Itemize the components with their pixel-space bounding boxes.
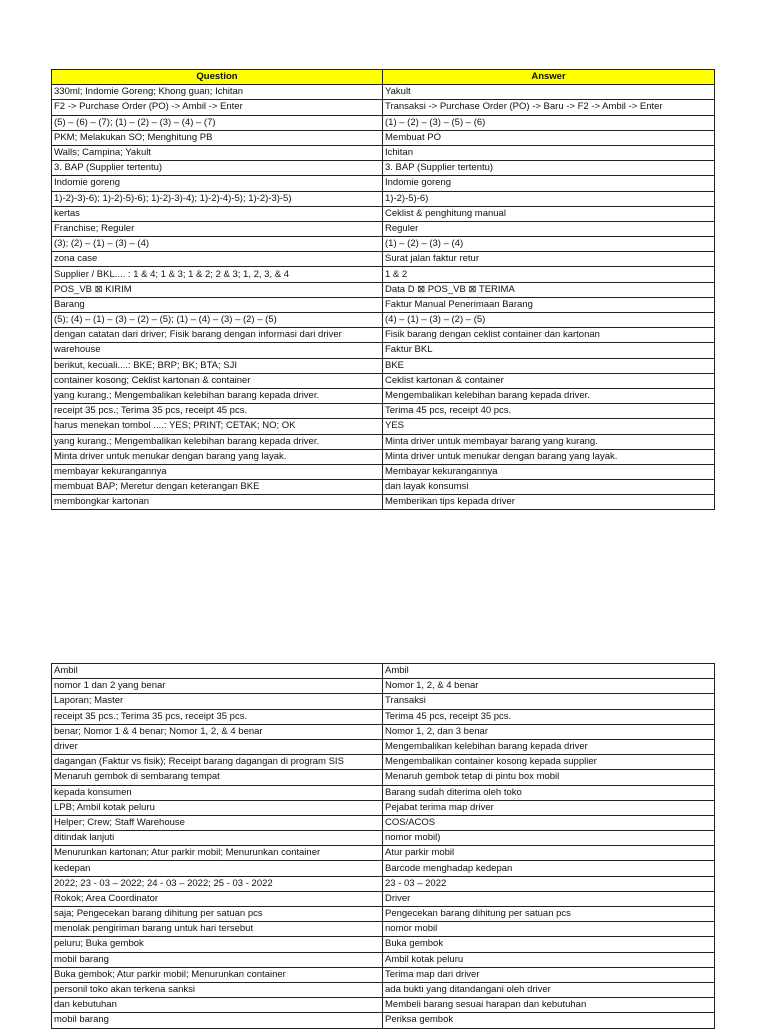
answer-cell: Minta driver untuk membayar barang yang kurang. (383, 434, 715, 449)
question-cell: LPB; Ambil kotak peluru (52, 800, 383, 815)
table-row (52, 785, 715, 800)
answer-cell: BKE (383, 358, 715, 373)
table-row (52, 206, 715, 221)
question-cell: menolak pengiriman barang untuk hari tersebut (52, 922, 383, 937)
table-row (52, 495, 715, 510)
answer-header: Answer (383, 70, 715, 85)
table-row (52, 328, 715, 343)
question-cell: Minta driver untuk menukar dengan barang yang layak. (52, 449, 383, 464)
answer-cell: (1) – (2) – (3) – (4) (383, 237, 715, 252)
table-row (52, 800, 715, 815)
table-row (52, 876, 715, 891)
table-row (52, 664, 715, 679)
table-row (52, 739, 715, 754)
answer-cell: Buka gembok (383, 937, 715, 952)
answer-cell: YES (383, 419, 715, 434)
table-row (52, 145, 715, 160)
answer-cell: (1) – (2) – (3) – (5) – (6) (383, 115, 715, 130)
table-row (52, 831, 715, 846)
question-cell: Rokok; Area Coordinator (52, 891, 383, 906)
table-row (52, 404, 715, 419)
question-cell: yang kurang.; Mengembalikan kelebihan barang kepada driver. (52, 388, 383, 403)
table-row (52, 419, 715, 434)
answer-cell: Terima 45 pcs, receipt 40 pcs. (383, 404, 715, 419)
answer-cell: Terima map dari driver (383, 967, 715, 982)
question-cell: container kosong; Ceklist kartonan & container (52, 373, 383, 388)
table-row (52, 85, 715, 100)
answer-cell: Data D ⊠ POS_VB ⊠ TERIMA (383, 282, 715, 297)
header-row (52, 70, 715, 85)
table-row (52, 907, 715, 922)
answer-cell: Nomor 1, 2, & 4 benar (383, 679, 715, 694)
question-cell: receipt 35 pcs.; Terima 35 pcs, receipt 45 pcs. (52, 404, 383, 419)
question-cell: berikut, kecuali....: BKE; BRP; BK; BTA; SJI (52, 358, 383, 373)
answer-cell: Yakult (383, 85, 715, 100)
answer-cell: Pejabat terima map driver (383, 800, 715, 815)
answer-cell: Minta driver untuk menukar dengan barang yang layak. (383, 449, 715, 464)
question-cell: Helper; Crew; Staff Warehouse (52, 815, 383, 830)
table-row (52, 100, 715, 115)
question-cell: Laporan; Master (52, 694, 383, 709)
answer-cell: Membuat PO (383, 130, 715, 145)
question-cell: kertas (52, 206, 383, 221)
question-cell: yang kurang.; Mengembalikan kelebihan barang kepada driver. (52, 434, 383, 449)
question-cell: membongkar kartonan (52, 495, 383, 510)
table-row (52, 770, 715, 785)
answer-cell: Mengembalikan kelebihan barang kepada driver (383, 739, 715, 754)
table-row (52, 358, 715, 373)
question-cell: POS_VB ⊠ KIRIM (52, 282, 383, 297)
question-cell: zona case (52, 252, 383, 267)
table-row (52, 922, 715, 937)
question-cell: 1)-2)-3)-6); 1)-2)-5)-6); 1)-2)-3)-4); 1)-2)-4)-5); 1)-2)-3)-5) (52, 191, 383, 206)
table-row (52, 967, 715, 982)
answer-cell: nomor mobil (383, 922, 715, 937)
question-cell: dengan catatan dari driver; Fisik barang dengan informasi dari driver (52, 328, 383, 343)
answer-cell: Faktur Manual Penerimaan Barang (383, 297, 715, 312)
table-row (52, 161, 715, 176)
answer-cell: Ambil (383, 664, 715, 679)
answer-cell: Transaksi (383, 694, 715, 709)
table-row (52, 694, 715, 709)
table-row (52, 891, 715, 906)
question-cell: 3. BAP (Supplier tertentu) (52, 161, 383, 176)
table-row (52, 221, 715, 236)
answer-cell: nomor mobil) (383, 831, 715, 846)
answer-cell: Driver (383, 891, 715, 906)
qa-table-2 (51, 663, 715, 1029)
question-cell: saja; Pengecekan barang dihitung per satuan pcs (52, 907, 383, 922)
question-cell: Ambil (52, 664, 383, 679)
answer-cell: Pengecekan barang dihitung per satuan pcs (383, 907, 715, 922)
table-row (52, 267, 715, 282)
answer-cell: (4) – (1) – (3) – (2) – (5) (383, 313, 715, 328)
answer-cell: Ichitan (383, 145, 715, 160)
table-row (52, 237, 715, 252)
answer-cell: 3. BAP (Supplier tertentu) (383, 161, 715, 176)
question-cell: warehouse (52, 343, 383, 358)
question-cell: Supplier / BKL.... : 1 & 4; 1 & 3; 1 & 2; 2 & 3; 1, 2, 3, & 4 (52, 267, 383, 282)
answer-cell: Mengembalikan container kosong kepada supplier (383, 755, 715, 770)
answer-cell: Ceklist kartonan & container (383, 373, 715, 388)
question-cell: (3); (2) – (1) – (3) – (4) (52, 237, 383, 252)
question-cell: personil toko akan terkena sanksi (52, 982, 383, 997)
question-cell: benar; Nomor 1 & 4 benar; Nomor 1, 2, & 4 benar (52, 724, 383, 739)
table-row (52, 679, 715, 694)
question-cell: nomor 1 dan 2 yang benar (52, 679, 383, 694)
question-cell: kepada konsumen (52, 785, 383, 800)
answer-cell: Mengembalikan kelebihan barang kepada driver. (383, 388, 715, 403)
answer-cell: Reguler (383, 221, 715, 236)
table-row (52, 480, 715, 495)
table-row (52, 449, 715, 464)
qa-table-1 (51, 69, 715, 510)
answer-cell: Atur parkir mobil (383, 846, 715, 861)
question-cell: Menurunkan kartonan; Atur parkir mobil; Menurunkan container (52, 846, 383, 861)
table-row (52, 176, 715, 191)
table-row (52, 373, 715, 388)
answer-cell: Barcode menghadap kedepan (383, 861, 715, 876)
question-cell: Walls; Campina; Yakult (52, 145, 383, 160)
table-row (52, 464, 715, 479)
question-cell: receipt 35 pcs.; Terima 35 pcs, receipt 35 pcs. (52, 709, 383, 724)
answer-cell: Memberikan tips kepada driver (383, 495, 715, 510)
answer-cell: dan layak konsumsi (383, 480, 715, 495)
table-row (52, 709, 715, 724)
answer-cell: Barang sudah diterima oleh toko (383, 785, 715, 800)
question-cell: Indomie goreng (52, 176, 383, 191)
answer-cell: Periksa gembok (383, 1013, 715, 1028)
question-cell: harus menekan tombol ....: YES; PRINT; CETAK; NO; OK (52, 419, 383, 434)
table-row (52, 724, 715, 739)
table-row (52, 815, 715, 830)
table-row (52, 755, 715, 770)
question-cell: (5); (4) – (1) – (3) – (2) – (5); (1) – (4) – (3) – (2) – (5) (52, 313, 383, 328)
answer-cell: 23 - 03 – 2022 (383, 876, 715, 891)
answer-cell: 1)-2)-5)-6) (383, 191, 715, 206)
question-cell: 2022; 23 - 03 – 2022; 24 - 03 – 2022; 25 - 03 - 2022 (52, 876, 383, 891)
question-cell: Menaruh gembok di sembarang tempat (52, 770, 383, 785)
table-row (52, 282, 715, 297)
table-row (52, 434, 715, 449)
question-cell: (5) – (6) – (7); (1) – (2) – (3) – (4) – (7) (52, 115, 383, 130)
question-cell: peluru; Buka gembok (52, 937, 383, 952)
answer-cell: COS/ACOS (383, 815, 715, 830)
answer-cell: Menaruh gembok tetap di pintu box mobil (383, 770, 715, 785)
question-cell: mobil barang (52, 952, 383, 967)
table-row (52, 998, 715, 1013)
table-row (52, 297, 715, 312)
table-row (52, 982, 715, 997)
answer-cell: Membeli barang sesuai harapan dan kebutuhan (383, 998, 715, 1013)
table-row (52, 343, 715, 358)
table-row (52, 191, 715, 206)
answer-cell: ada bukti yang ditandangani oleh driver (383, 982, 715, 997)
answer-cell: Ceklist & penghitung manual (383, 206, 715, 221)
answer-cell: Faktur BKL (383, 343, 715, 358)
question-cell: driver (52, 739, 383, 754)
table-row (52, 1013, 715, 1028)
answer-cell: Terima 45 pcs, receipt 35 pcs. (383, 709, 715, 724)
answer-cell: Ambil kotak peluru (383, 952, 715, 967)
table-row (52, 313, 715, 328)
answer-cell: Fisik barang dengan ceklist container dan kartonan (383, 328, 715, 343)
table-row (52, 846, 715, 861)
question-cell: membayar kekurangannya (52, 464, 383, 479)
question-cell: ditindak lanjuti (52, 831, 383, 846)
table-row (52, 952, 715, 967)
question-cell: kedepan (52, 861, 383, 876)
answer-cell: Transaksi -> Purchase Order (PO) -> Baru -> F2 -> Ambil -> Enter (383, 100, 715, 115)
question-cell: membuat BAP; Meretur dengan keterangan BKE (52, 480, 383, 495)
question-cell: Franchise; Reguler (52, 221, 383, 236)
table-row (52, 252, 715, 267)
question-cell: dagangan (Faktur vs fisik); Receipt barang dagangan di program SIS (52, 755, 383, 770)
answer-cell: Membayar kekurangannya (383, 464, 715, 479)
table-row (52, 388, 715, 403)
question-cell: F2 -> Purchase Order (PO) -> Ambil -> Enter (52, 100, 383, 115)
question-cell: dan kebutuhan (52, 998, 383, 1013)
answer-cell: Indomie goreng (383, 176, 715, 191)
question-header: Question (52, 70, 383, 85)
question-cell: Barang (52, 297, 383, 312)
question-cell: PKM; Melakukan SO; Menghitung PB (52, 130, 383, 145)
answer-cell: 1 & 2 (383, 267, 715, 282)
question-cell: 330ml; Indomie Goreng; Khong guan; Ichitan (52, 85, 383, 100)
question-cell: mobil barang (52, 1013, 383, 1028)
question-cell: Buka gembok; Atur parkir mobil; Menurunkan container (52, 967, 383, 982)
answer-cell: Surat jalan faktur retur (383, 252, 715, 267)
table-row (52, 861, 715, 876)
table-row (52, 130, 715, 145)
table-row (52, 937, 715, 952)
answer-cell: Nomor 1, 2, dan 3 benar (383, 724, 715, 739)
table-row (52, 115, 715, 130)
